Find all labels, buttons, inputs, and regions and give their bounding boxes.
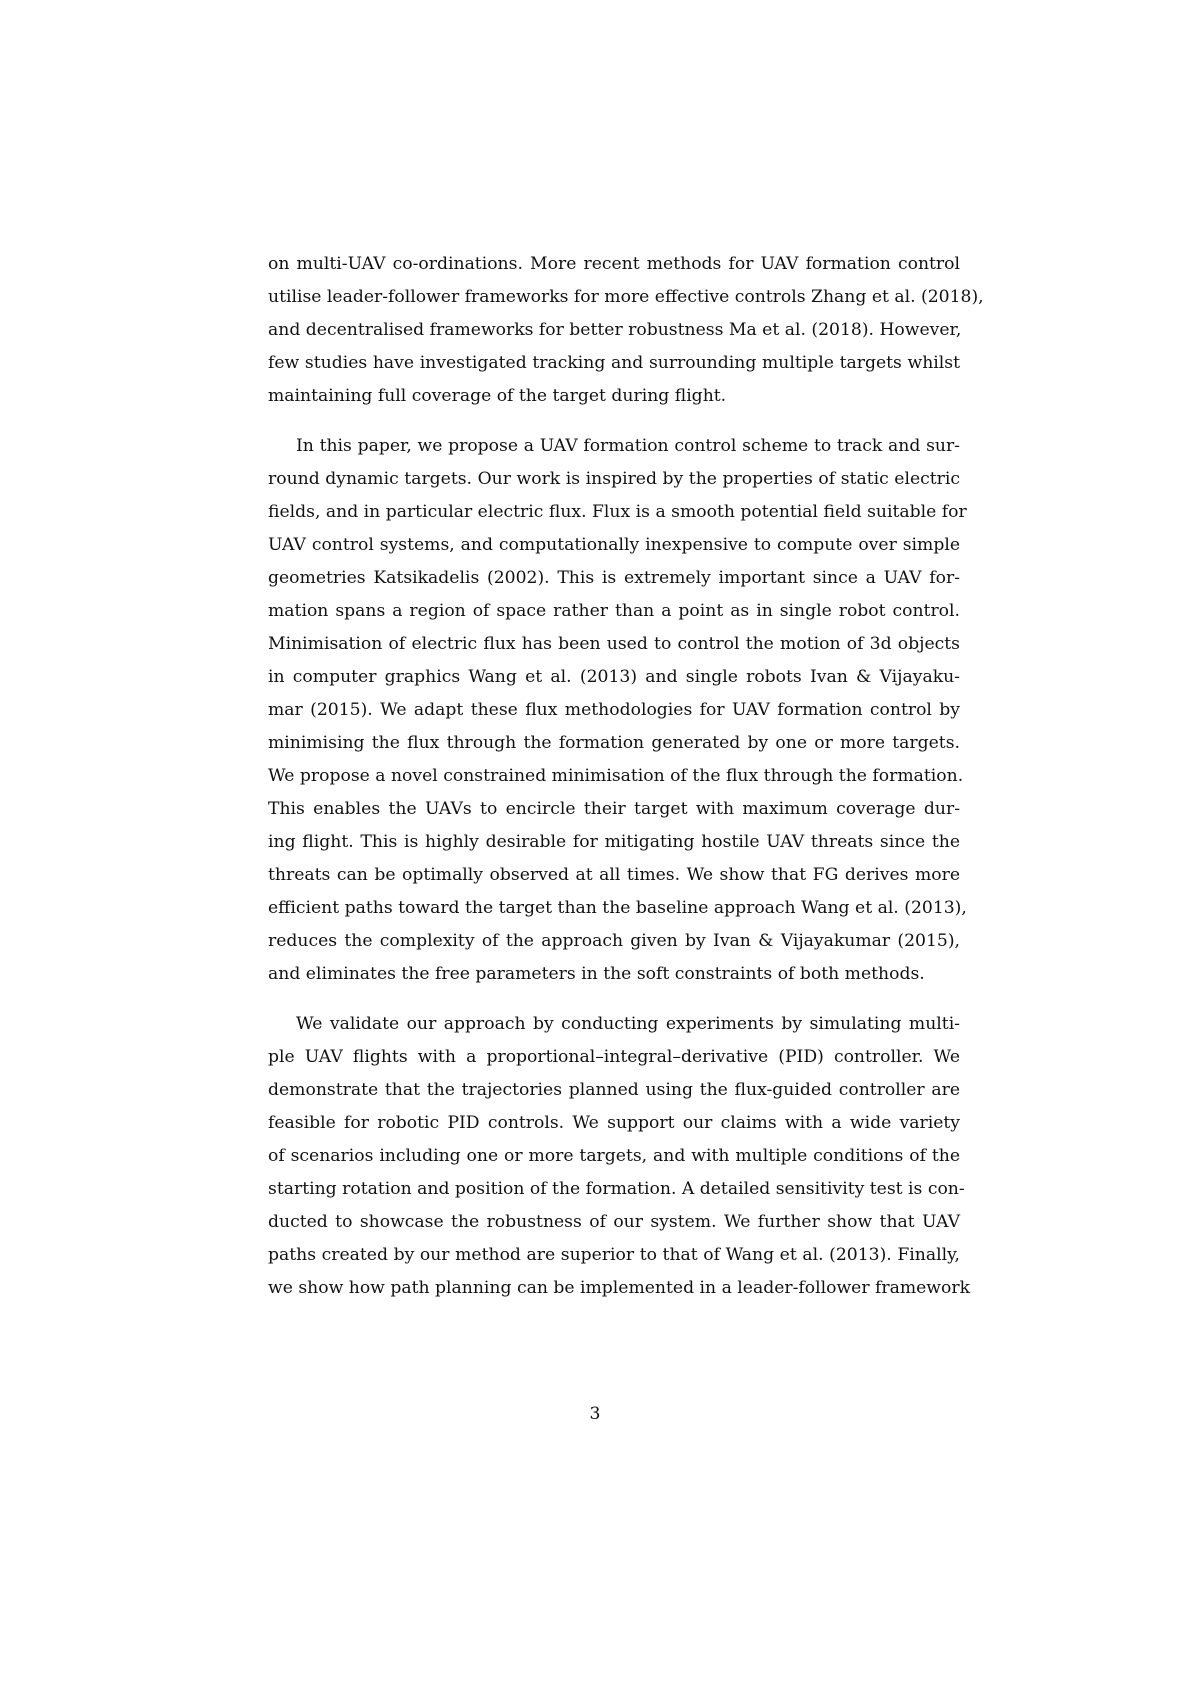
text-line: threats can be optimally observed at all times. We show that FG derives more (268, 865, 960, 885)
text-line: utilise leader-follower frameworks for more effective controls Zhang et al. (2018), (268, 287, 984, 307)
text-line: UAV control systems, and computationally inexpensive to compute over simple (268, 535, 960, 555)
text-line: round dynamic targets. Our work is inspired by the properties of static electric (268, 469, 960, 489)
text-line: feasible for robotic PID controls. We support our claims with a wide variety (268, 1113, 960, 1133)
text-line: starting rotation and position of the formation. A detailed sensitivity test is con- (268, 1179, 965, 1199)
text-line: and eliminates the free parameters in the soft constraints of both methods. (268, 964, 925, 984)
text-line: ducted to showcase the robustness of our system. We further show that UAV (268, 1212, 960, 1232)
text-line: We validate our approach by conducting experiments by simulating multi- (296, 1014, 960, 1034)
text-line: few studies have investigated tracking and surrounding multiple targets whilst (268, 353, 960, 373)
text-line: ple UAV flights with a proportional–integral–derivative (PID) controller. We (268, 1047, 960, 1067)
text-line: mation spans a region of space rather than a point as in single robot control. (268, 601, 960, 621)
text-line: geometries Katsikadelis (2002). This is extremely important since a UAV for- (268, 568, 960, 588)
text-line: of scenarios including one or more targets, and with multiple conditions of the (268, 1146, 960, 1166)
page-number: 3 (589, 1404, 601, 1424)
text-line: on multi-UAV co-ordinations. More recent methods for UAV formation control (268, 254, 960, 274)
text-line: This enables the UAVs to encircle their target with maximum coverage dur- (268, 799, 960, 819)
text-line: In this paper, we propose a UAV formation control scheme to track and sur- (296, 436, 960, 456)
text-line: ing flight. This is highly desirable for mitigating hostile UAV threats since the (268, 832, 960, 852)
text-line: paths created by our method are superior to that of Wang et al. (2013). Finally, (268, 1245, 960, 1265)
text-line: Minimisation of electric flux has been used to control the motion of 3d objects (268, 634, 960, 654)
text-line: we show how path planning can be implemented in a leader-follower framework (268, 1278, 971, 1298)
text-line: in computer graphics Wang et al. (2013) and single robots Ivan & Vijayaku- (268, 667, 960, 687)
text-line: mar (2015). We adapt these flux methodologies for UAV formation control by (268, 700, 960, 720)
text-line: minimising the flux through the formation generated by one or more targets. (268, 733, 960, 753)
text-line: demonstrate that the trajectories planned using the flux-guided controller are (268, 1080, 960, 1100)
text-line: and decentralised frameworks for better robustness Ma et al. (2018). However, (268, 320, 962, 340)
text-line: reduces the complexity of the approach given by Ivan & Vijayakumar (2015), (268, 931, 960, 951)
text-line: fields, and in particular electric flux. Flux is a smooth potential field suitable for (268, 502, 967, 522)
text-line: We propose a novel constrained minimisation of the flux through the formation. (268, 766, 964, 786)
text-line: efficient paths toward the target than the baseline approach Wang et al. (2013), (268, 898, 967, 918)
text-line: maintaining full coverage of the target during flight. (268, 386, 727, 406)
